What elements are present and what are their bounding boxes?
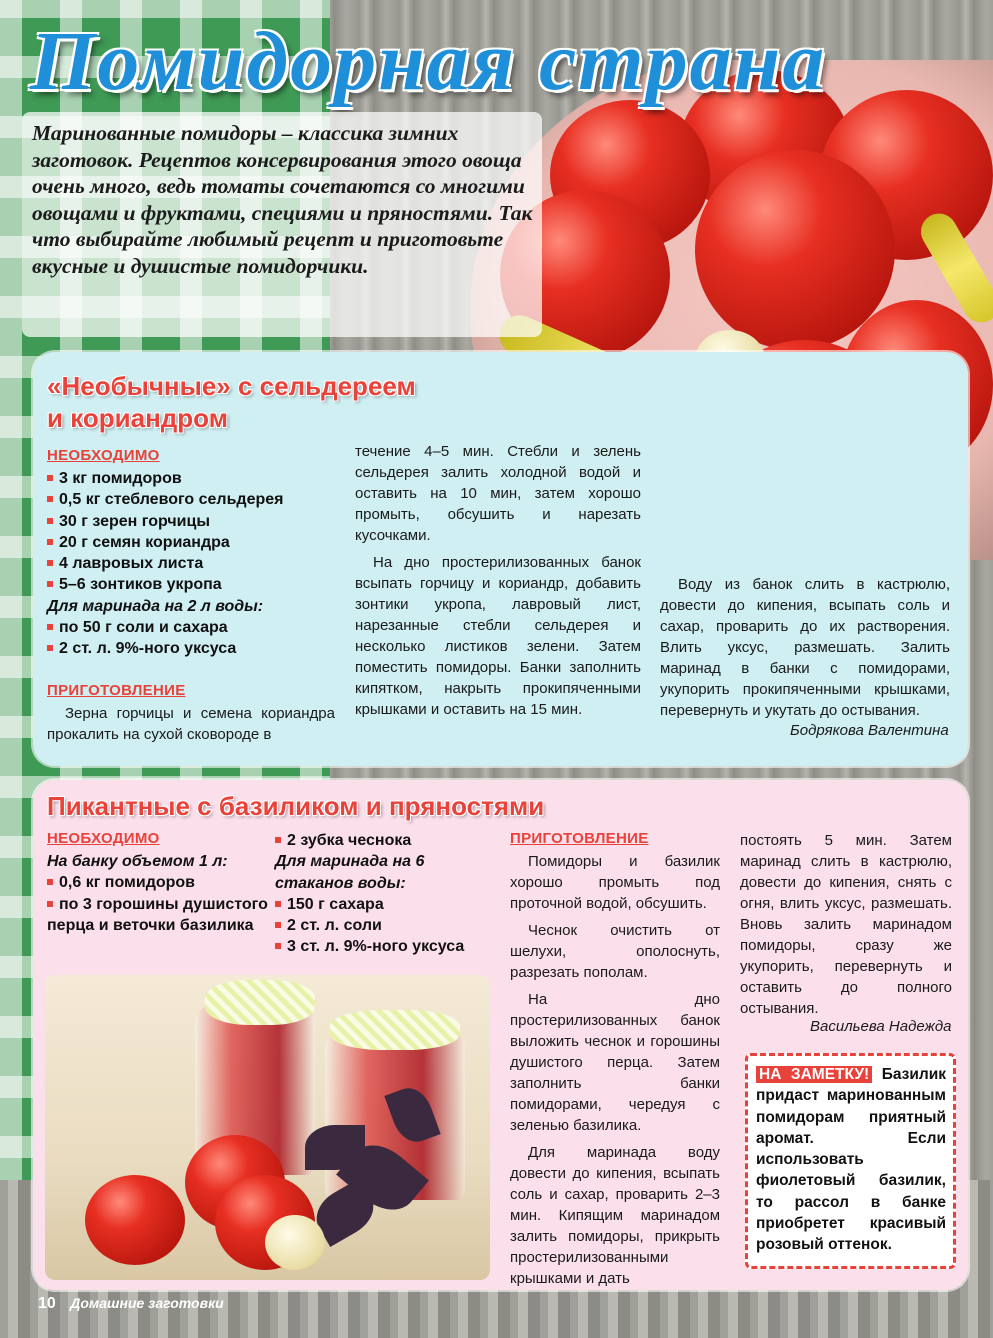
recipe1-marinade-label: Для маринада на 2 л воды: bbox=[47, 597, 264, 615]
list-item: 2 ст. л. 9%-ного уксуса bbox=[47, 638, 347, 659]
recipe2-title: Пикантные с базиликом и пряностями bbox=[47, 791, 545, 821]
recipe1-prep-label: ПРИГОТОВЛЕНИЕ bbox=[47, 682, 186, 699]
note-tag: НА ЗАМЕТКУ! bbox=[756, 1066, 872, 1083]
list-item: 5–6 зонтиков укропа bbox=[47, 574, 347, 595]
recipe2-prep-col2: постоять 5 мин. Затем маринад слить в кастрюлю, довести до кипения, снять с огня, влить уксус, размешать. Вновь залить маринадом помидоры, сразу же укупорить, перевернуть и оставить до полного остывания. bbox=[740, 832, 952, 1017]
recipe1-title-line2: и кориандром bbox=[47, 403, 228, 433]
list-item: по 50 г соли и сахара bbox=[47, 617, 347, 638]
recipe2-jar-label: На банку объемом 1 л: bbox=[47, 853, 228, 870]
recipe1-needed-label: НЕОБХОДИМО bbox=[47, 447, 160, 464]
list-item: 0,5 кг стеблевого сельдерея bbox=[47, 489, 347, 510]
recipe2-ingredients bbox=[47, 851, 272, 936]
list-item: 30 г зерен горчицы bbox=[47, 511, 347, 532]
recipe2-marinade-label: Для маринада на 6 стаканов воды: bbox=[275, 853, 425, 892]
list-item: по 3 горошины душистого перца и веточки базилика bbox=[47, 895, 268, 934]
recipe2-ingredients-col2 bbox=[275, 830, 500, 958]
list-item: 3 ст. л. 9%-ного уксуса bbox=[275, 936, 500, 957]
recipe1-ingredients bbox=[47, 468, 347, 660]
tomato-jars-photo bbox=[45, 975, 490, 1280]
page-title: Помидорная страна bbox=[30, 15, 827, 108]
list-item: 2 зубка чеснока bbox=[275, 830, 500, 851]
note-text: НА ЗАМЕТКУ! Базилик придаст маринованным помидорам приятный аромат. Если использовать фиолетовый базилик, то рассол в банке приобретет красивый розовый оттенок. bbox=[756, 1066, 947, 1254]
recipe2-prep-label: ПРИГОТОВЛЕНИЕ bbox=[510, 830, 649, 847]
recipe1-author: Бодрякова Валентина bbox=[790, 722, 949, 739]
list-item: 150 г сахара bbox=[275, 894, 500, 915]
note-box bbox=[745, 1053, 956, 1269]
list-item: 20 г семян кориандра bbox=[47, 532, 347, 553]
list-item: 4 лавровых листа bbox=[47, 553, 347, 574]
list-item: 2 ст. л. соли bbox=[275, 915, 500, 936]
recipe1-prep-col2: течение 4–5 мин. Стебли и зелень сельдерея залить холодной водой и оставить на 10 мин, затем хорошо промыть, обсушить и нарезать кусочками. На дно простерилизованных банок всыпать горчицу и кориандр, добавить зонтики укропа, лавровый лист, нарезанные стебли сельдерея и несколько листиков зелени. Затем поместить помидоры. Банки заполнить кипятком, накрыть прокипяченными крышками и оставить на 15 мин. bbox=[355, 443, 641, 718]
recipe2-prep-col1: Помидоры и базилик хорошо промыть под проточной водой, обсушить. Чеснок очистить от шелухи, ополоснуть, разрезать пополам. На дно простерилизованных банок выложить чеснок и горошины душистого перца. Затем заполнить банки помидорами, чередуя с зеленью базилика. Для маринада воду довести до кипения, всыпать соль и сахар, проварить 2–3 мин. Кипящим маринадом залить помидоры, прикрыть простерилизованными крышками и дать bbox=[510, 853, 720, 1287]
list-item: 0,6 кг помидоров bbox=[47, 872, 272, 893]
page-number: 10 bbox=[38, 1295, 56, 1312]
magazine-name: Домашние заготовки bbox=[70, 1295, 224, 1311]
list-item: 3 кг помидоров bbox=[47, 468, 347, 489]
recipe2-needed-label: НЕОБХОДИМО bbox=[47, 830, 160, 847]
recipe1-title-line1: «Необычные» с сельдереем bbox=[47, 371, 416, 401]
page-footer bbox=[38, 1295, 224, 1313]
intro-text: Маринованные помидоры – классика зимних заготовок. Рецептов консервирования этого овоща очень много, ведь томаты сочетаются со многими овощами и фруктами, специями и пряностями. Так что выбирайте любимый рецепт и приготовьте вкусные и душистые помидорчики. bbox=[32, 121, 533, 278]
recipe2-author: Васильева Надежда bbox=[810, 1018, 952, 1035]
recipe1-prep-col3: Воду из банок слить в кастрюлю, довести до кипения, всыпать соль и сахар, проварить до их растворения. Влить уксус, размешать. Залить маринад в банки с помидорами, укупорить прокипяченными крышками, перевернуть и укутать до остывания. bbox=[660, 576, 950, 719]
recipe1-prep-col1: Зерна горчицы и семена кориандра прокалить на сухой сковороде в bbox=[47, 705, 335, 743]
